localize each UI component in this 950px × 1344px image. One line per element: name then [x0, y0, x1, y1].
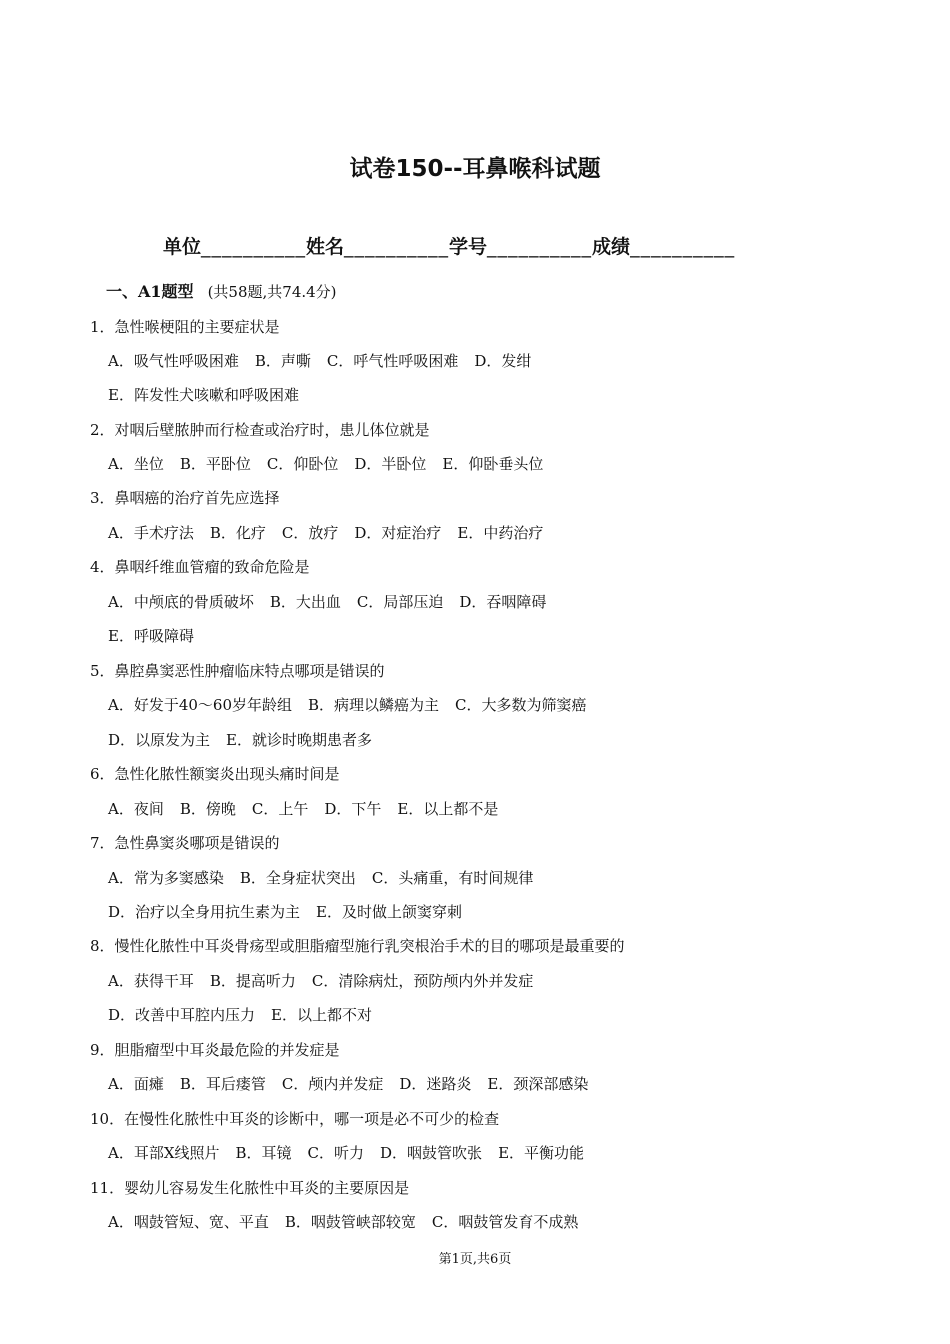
option-d: D．吞咽障碍: [459, 593, 547, 611]
option-b: B．声嘶: [254, 352, 311, 370]
option-e: E．就诊时晚期患者多: [226, 731, 372, 749]
name-label: 姓名: [306, 236, 345, 258]
option-d: D．对症治疗: [354, 524, 442, 542]
option-d: D．咽鼓管吹张: [380, 1144, 483, 1162]
name-blank: __________: [344, 236, 450, 258]
option-b: B．耳后瘘管: [179, 1075, 266, 1093]
question-6: 6．急性化脓性额窦炎出现头痛时间是: [90, 765, 340, 783]
option-b: B．傍晚: [179, 800, 236, 818]
option-d: D．以原发为主: [108, 731, 211, 749]
question-8-options-row-2: [108, 1004, 372, 1025]
option-c: C．仰卧位: [266, 455, 339, 473]
unit-blank: __________: [201, 236, 307, 258]
question-11-options-row-1: [108, 1211, 578, 1232]
question-7-options-row-2: [108, 901, 462, 922]
option-d: D．下午: [324, 800, 382, 818]
question-9: 9．胆脂瘤型中耳炎最危险的并发症是: [90, 1041, 340, 1059]
question-8-options-row-1: [108, 970, 533, 991]
question-4: 4．鼻咽纤维血管瘤的致命危险是: [90, 558, 310, 576]
option-a: A．咽鼓管短、宽、平直: [108, 1213, 269, 1231]
option-b: B．提高听力: [209, 972, 296, 990]
option-e: E．以上都不是: [397, 800, 499, 818]
option-d: D．治疗以全身用抗生素为主: [108, 903, 301, 921]
option-a: A．坐位: [108, 455, 164, 473]
question-5-options-row-2: [108, 729, 372, 750]
option-c: C．放疗: [281, 524, 339, 542]
option-d: D．发绀: [474, 352, 532, 370]
option-c: C．颅内并发症: [281, 1075, 384, 1093]
question-2: 2．对咽后壁脓肿而行检查或治疗时，患儿体位就是: [90, 421, 430, 439]
question-1: 1．急性喉梗阻的主要症状是: [90, 318, 280, 336]
option-e: E．阵发性犬咳嗽和呼吸困难: [108, 386, 299, 404]
question-5: 5．鼻腔鼻窦恶性肿瘤临床特点哪项是错误的: [90, 662, 385, 680]
option-a: A．耳部X线照片: [108, 1144, 220, 1162]
option-b: B．咽鼓管峡部较宽: [284, 1213, 416, 1231]
option-e: E．及时做上颌窦穿刺: [316, 903, 462, 921]
section-heading: [106, 279, 337, 302]
option-e: E．呼吸障碍: [108, 627, 194, 645]
question-4-options-row-1: [108, 591, 546, 612]
question-2-options-row-1: [108, 453, 543, 474]
unit-label: 单位: [163, 236, 202, 258]
option-a: A．夜间: [108, 800, 164, 818]
option-c: C．头痛重，有时间规律: [371, 869, 534, 887]
option-b: B．平卧位: [179, 455, 251, 473]
number-label: 学号: [449, 236, 488, 258]
option-e: E．中药治疗: [457, 524, 544, 542]
question-3-options-row-1: [108, 522, 543, 543]
option-c: C．听力: [307, 1144, 365, 1162]
question-9-options-row-1: [108, 1073, 588, 1094]
option-a: A．手术疗法: [108, 524, 194, 542]
option-a: A．中颅底的骨质破坏: [108, 593, 254, 611]
question-10-options-row-1: [108, 1142, 584, 1163]
score-blank: __________: [630, 236, 736, 258]
question-1-options-row-1: [108, 350, 531, 371]
option-d: D．改善中耳腔内压力: [108, 1006, 256, 1024]
option-b: B．病理以鳞癌为主: [308, 696, 440, 714]
page-footer: 第1页,共6页: [438, 1252, 512, 1267]
option-a: A．获得干耳: [108, 972, 194, 990]
option-b: B．化疗: [209, 524, 266, 542]
option-b: B．耳镜: [235, 1144, 292, 1162]
question-5-options-row-1: [108, 694, 587, 715]
option-d: D．半卧位: [354, 455, 427, 473]
option-e: E．颈深部感染: [487, 1075, 589, 1093]
question-3: 3．鼻咽癌的治疗首先应选择: [90, 489, 280, 507]
option-c: C．呼气性呼吸困难: [326, 352, 459, 370]
student-info-line: [163, 232, 803, 259]
option-a: A．面瘫: [108, 1075, 164, 1093]
option-c: C．大多数为筛窦癌: [455, 696, 587, 714]
option-c: C．上午: [251, 800, 309, 818]
option-b: B．全身症状突出: [239, 869, 356, 887]
option-a: A．常为多窦感染: [108, 869, 224, 887]
question-1-options-row-2: [108, 384, 299, 405]
option-a: A．好发于40～60岁年龄组: [108, 696, 293, 714]
section-title: 一、A1题型: [106, 282, 194, 301]
question-10: 10．在慢性化脓性中耳炎的诊断中，哪一项是必不可少的检查: [90, 1110, 500, 1128]
option-d: D．迷路炎: [399, 1075, 472, 1093]
question-6-options-row-1: [108, 798, 498, 819]
section-note: (共58题,共74.4分): [207, 283, 337, 301]
option-e: E．仰卧垂头位: [442, 455, 544, 473]
question-7-options-row-1: [108, 867, 533, 888]
question-7: 7．急性鼻窦炎哪项是错误的: [90, 834, 280, 852]
option-c: C．咽鼓管发育不成熟: [431, 1213, 579, 1231]
score-label: 成绩: [592, 236, 631, 258]
option-a: A．吸气性呼吸困难: [108, 352, 239, 370]
option-e: E．平衡功能: [498, 1144, 585, 1162]
option-c: C．局部压迫: [356, 593, 444, 611]
option-c: C．清除病灶，预防颅内外并发症: [311, 972, 534, 990]
option-e: E．以上都不对: [271, 1006, 372, 1024]
page-title: 试卷150--耳鼻喉科试题: [349, 156, 601, 182]
option-b: B．大出血: [269, 593, 341, 611]
question-11: 11．婴幼儿容易发生化脓性中耳炎的主要原因是: [90, 1179, 410, 1197]
question-8: 8．慢性化脓性中耳炎骨疡型或胆脂瘤型施行乳突根治手术的目的哪项是最重要的: [90, 937, 625, 955]
number-blank: __________: [487, 236, 593, 258]
question-4-options-row-2: [108, 625, 194, 646]
